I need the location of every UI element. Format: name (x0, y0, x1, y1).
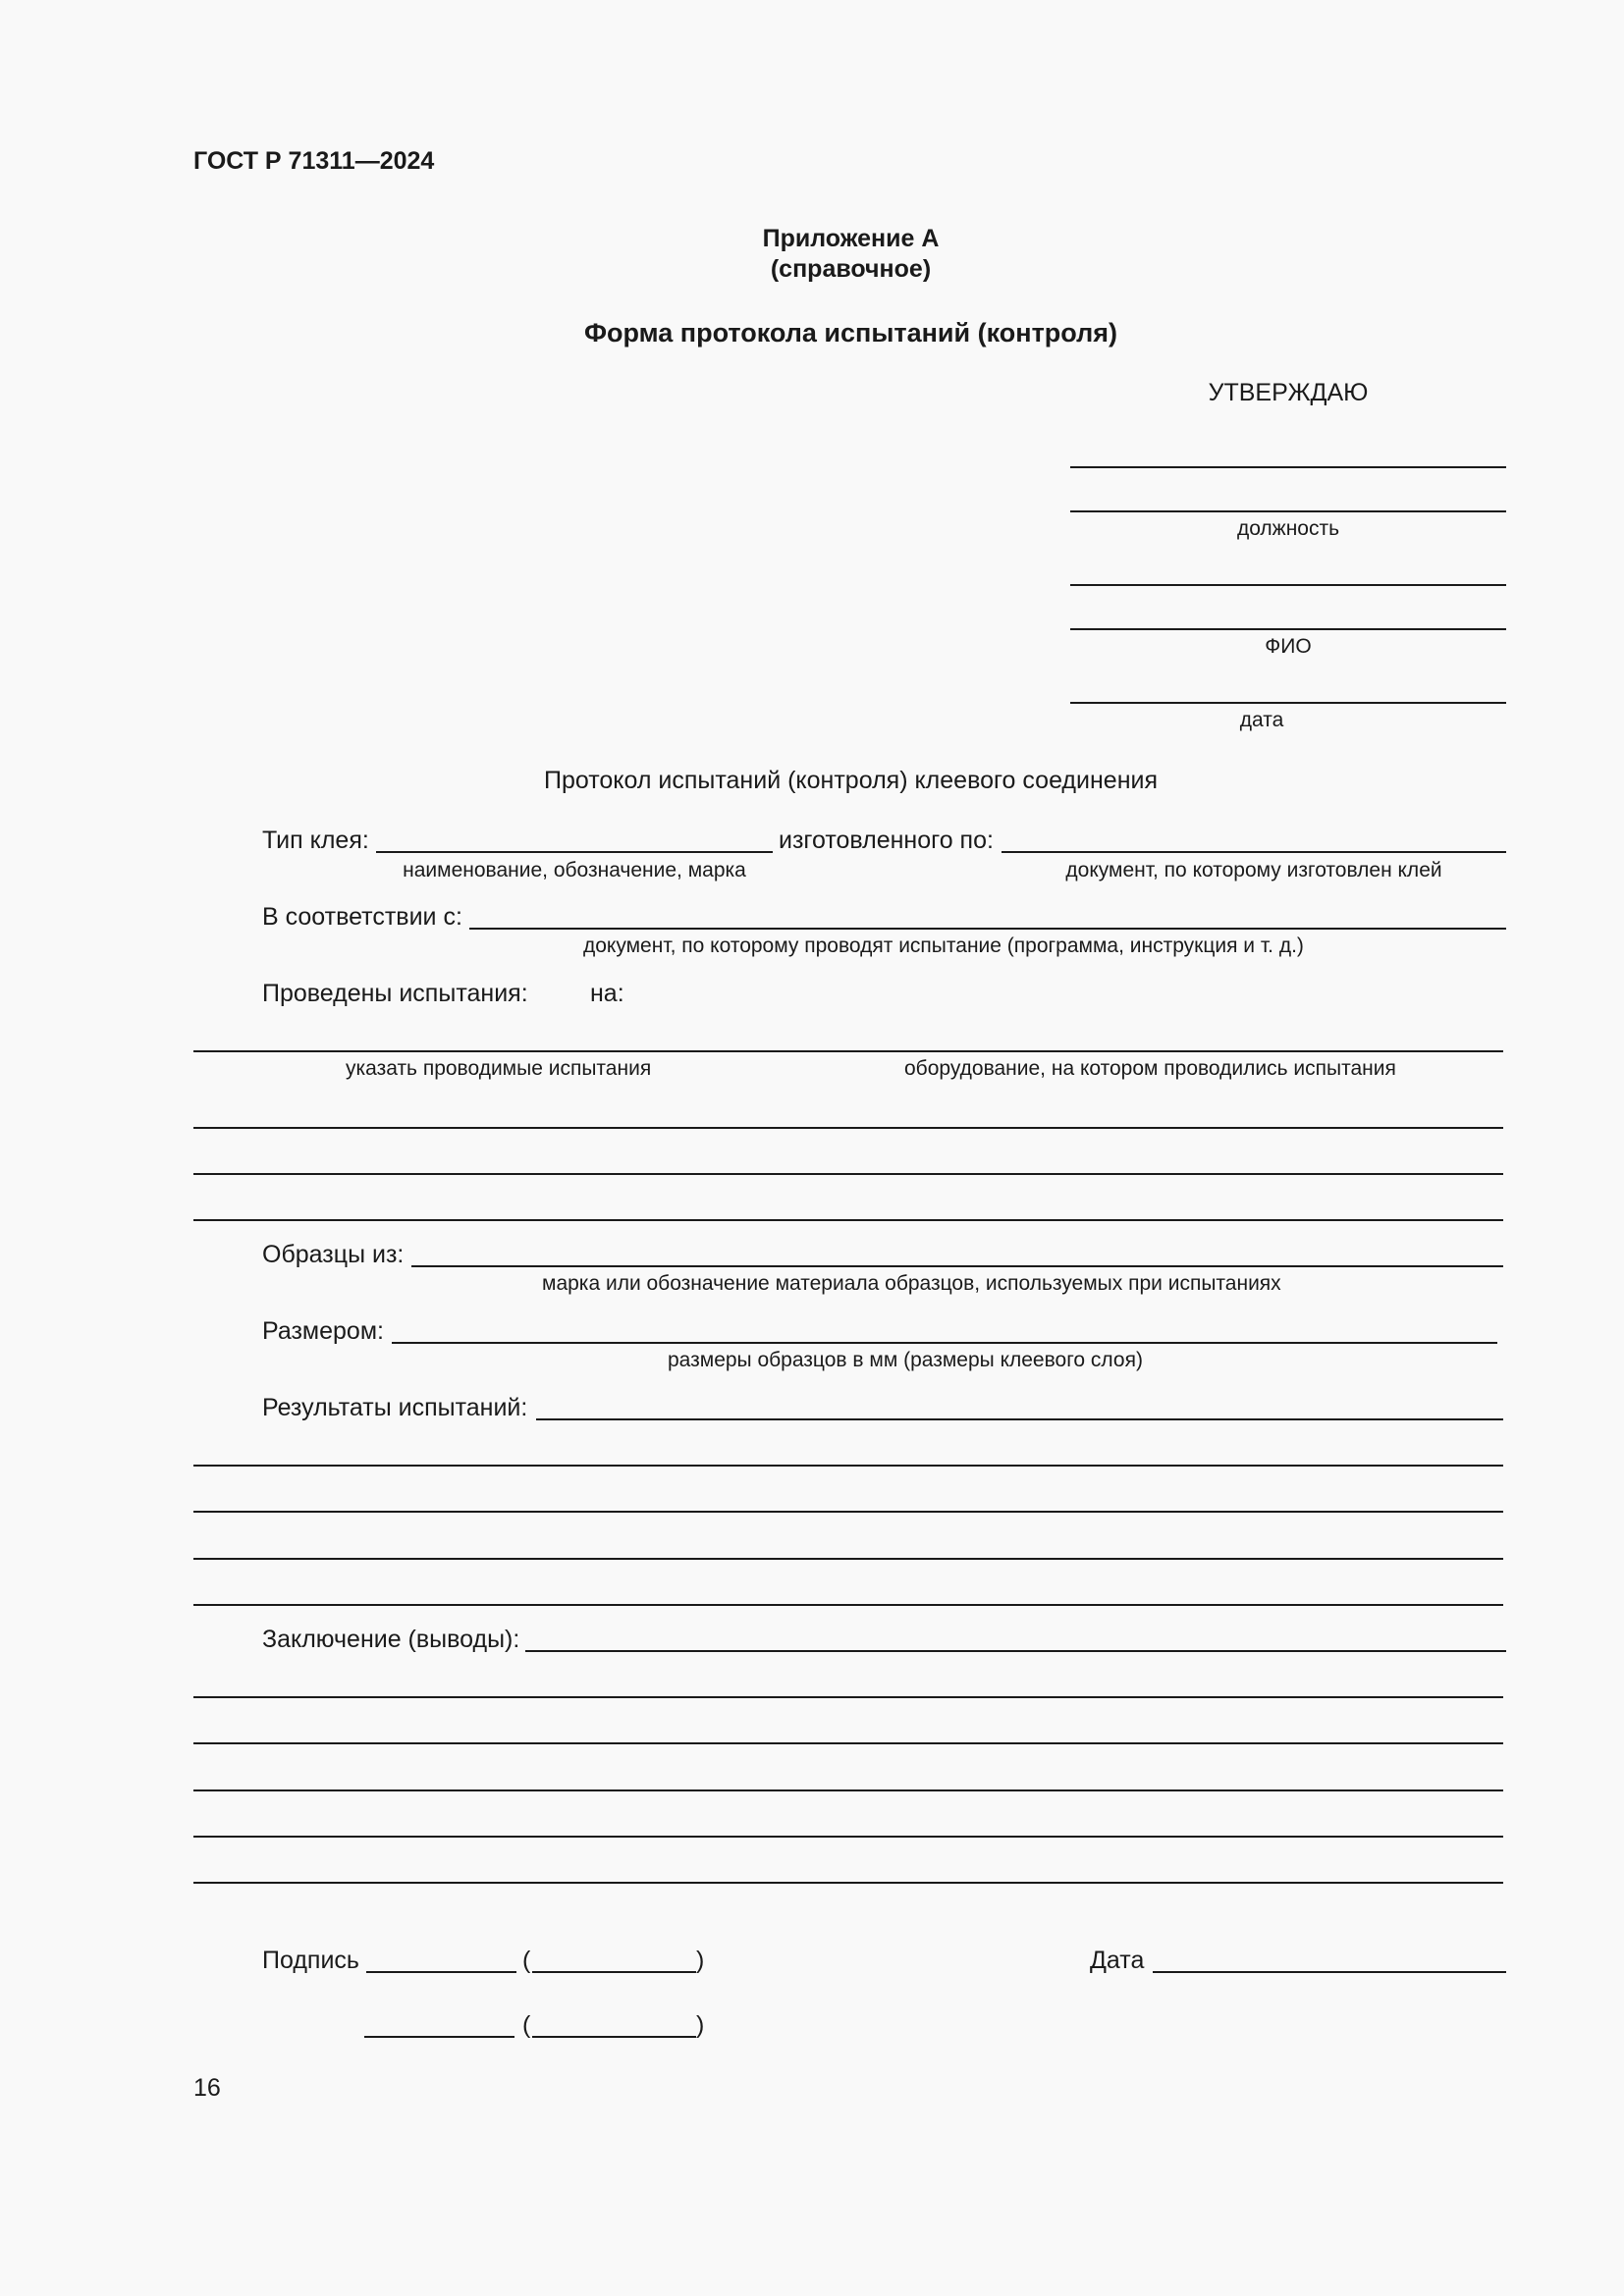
results-extra-line-1[interactable] (193, 1465, 1503, 1467)
size-label: Размером: (262, 1317, 384, 1345)
protocol-title: Протокол испытаний (контроля) клеевого соединения (543, 767, 1159, 794)
approval-label: УТВЕРЖДАЮ (1208, 379, 1369, 406)
conclusion-line[interactable] (525, 1650, 1506, 1652)
tests-caption: указать проводимые испытания (346, 1057, 652, 1080)
equipment-caption: оборудование, на котором проводились испытания (904, 1057, 1396, 1080)
adhesive-type-label: Тип клея: (262, 827, 369, 854)
results-extra-line-2[interactable] (193, 1511, 1503, 1513)
signature-paren-open-2: ( (522, 2011, 531, 2039)
signature-line-1[interactable] (366, 1971, 516, 1973)
approval-line-3[interactable] (1070, 584, 1506, 586)
samples-caption: марка или обозначение материала образцов, используемых при испытаниях (542, 1272, 1281, 1295)
conclusion-extra-line-5[interactable] (193, 1882, 1503, 1884)
results-extra-line-4[interactable] (193, 1604, 1503, 1606)
signature-name-line-1[interactable] (532, 1971, 696, 1973)
form-title: Форма протокола испытаний (контроля) (583, 318, 1118, 347)
conclusion-label: Заключение (выводы): (262, 1626, 520, 1653)
results-extra-line-3[interactable] (193, 1558, 1503, 1560)
approval-line-2[interactable] (1070, 510, 1506, 512)
according-to-label: В соответствии с: (262, 903, 462, 931)
size-line[interactable] (392, 1342, 1497, 1344)
signature-label: Подпись (262, 1947, 359, 1974)
signature-paren-open-1: ( (522, 1947, 531, 1974)
signature-paren-close-1: ) (696, 1947, 705, 1974)
manufactured-by-caption: документ, по которому изготовлен клей (1065, 859, 1442, 881)
manufactured-by-label: изготовленного по: (779, 827, 994, 854)
approval-date-line[interactable] (1070, 702, 1506, 704)
tests-extra-line-3[interactable] (193, 1219, 1503, 1221)
conclusion-extra-line-3[interactable] (193, 1789, 1503, 1791)
manufactured-by-line[interactable] (1001, 851, 1506, 853)
tests-line[interactable] (193, 1050, 1503, 1052)
samples-from-line[interactable] (411, 1265, 1503, 1267)
approval-line-4[interactable] (1070, 628, 1506, 630)
adhesive-type-caption: наименование, обозначение, марка (403, 859, 746, 881)
size-caption: размеры образцов в мм (размеры клеевого слоя) (668, 1349, 1143, 1371)
signature-line-2[interactable] (364, 2036, 514, 2038)
tests-extra-line-1[interactable] (193, 1127, 1503, 1129)
according-to-caption: документ, по которому проводят испытание (программа, инструкция и т. д.) (583, 934, 1304, 957)
signature-date-line[interactable] (1153, 1971, 1506, 1973)
adhesive-type-line[interactable] (376, 851, 773, 853)
conclusion-extra-line-4[interactable] (193, 1836, 1503, 1838)
results-line[interactable] (536, 1418, 1503, 1420)
conclusion-extra-line-1[interactable] (193, 1696, 1503, 1698)
according-to-line[interactable] (469, 928, 1506, 930)
page-number: 16 (193, 2074, 221, 2102)
tests-on-label: на: (590, 980, 624, 1007)
date-caption: дата (1239, 709, 1284, 731)
approval-line-1[interactable] (1070, 466, 1506, 468)
standard-number: ГОСТ Р 71311—2024 (193, 147, 435, 175)
appendix-title: Приложение А (762, 225, 940, 252)
samples-from-label: Образцы из: (262, 1241, 405, 1268)
signature-name-line-2[interactable] (532, 2036, 696, 2038)
name-caption: ФИО (1265, 635, 1312, 658)
position-caption: должность (1236, 517, 1340, 540)
tests-extra-line-2[interactable] (193, 1173, 1503, 1175)
conclusion-extra-line-2[interactable] (193, 1742, 1503, 1744)
signature-paren-close-2: ) (696, 2011, 705, 2039)
results-label: Результаты испытаний: (262, 1394, 528, 1421)
signature-date-label: Дата (1090, 1947, 1145, 1974)
tests-done-label: Проведены испытания: (262, 980, 528, 1007)
appendix-status: (справочное) (770, 255, 932, 283)
